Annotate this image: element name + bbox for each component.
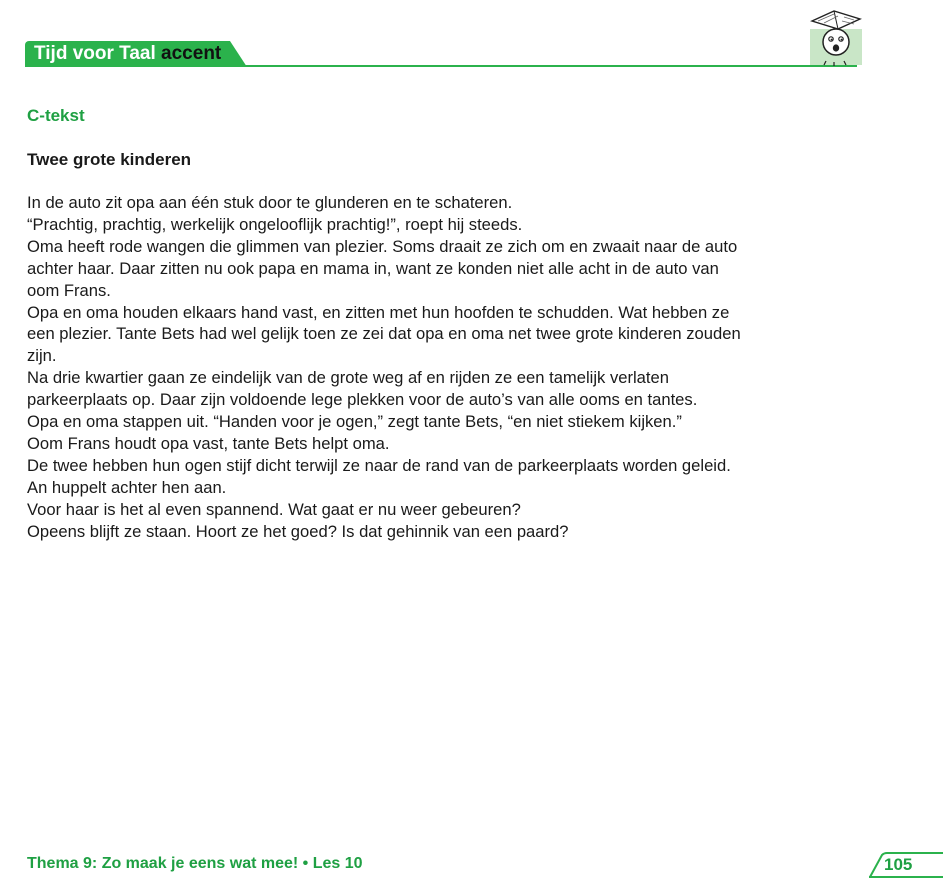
brand-main: Tijd voor Taal bbox=[34, 43, 156, 64]
footer-theme: Thema 9: Zo maak je eens wat mee! • Les 10 bbox=[27, 855, 363, 872]
story-title: Twee grote kinderen bbox=[27, 150, 192, 169]
story-body bbox=[27, 192, 867, 543]
story-line: Oma heeft rode wangen die glimmen van plezier. Soms draait ze zich om en zwaait naar de auto bbox=[27, 236, 738, 256]
story-line: Opeens blijft ze staan. Hoort ze het goed? Is dat gehinnik van een paard? bbox=[27, 521, 569, 541]
story-line: An huppelt achter hen aan. bbox=[27, 477, 227, 497]
story-line: Voor haar is het al even spannend. Wat gaat er nu weer gebeuren? bbox=[27, 499, 521, 519]
story-line: Opa en oma houden elkaars hand vast, en zitten met hun hoofden te schudden. Wat hebben ze bbox=[27, 302, 730, 322]
brand-title bbox=[34, 43, 221, 65]
brand-accent: accent bbox=[161, 43, 222, 64]
story-line: De twee hebben hun ogen stijf dicht terwijl ze naar de rand van de parkeerplaats worden geleid. bbox=[27, 455, 731, 475]
story-line: een plezier. Tante Bets had wel gelijk toen ze zei dat opa en oma net twee grote kinderen zouden bbox=[27, 324, 741, 344]
section-label: C-tekst bbox=[27, 106, 85, 125]
story-line: achter haar. Daar zitten nu ook papa en mama in, want ze konden niet alle acht in de auto van bbox=[27, 258, 719, 278]
story-line: “Prachtig, prachtig, werkelijk ongelooflijk prachtig!”, roept hij steeds. bbox=[27, 214, 523, 234]
story-line: oom Frans. bbox=[27, 280, 111, 300]
story-line: Na drie kwartier gaan ze eindelijk van de grote weg af en rijden ze een tamelijk verlaten bbox=[27, 368, 669, 388]
page-number: 105 bbox=[884, 855, 913, 874]
reading-child-icon bbox=[804, 7, 866, 67]
story-line: Opa en oma stappen uit. “Handen voor je ogen,” zegt tante Bets, “en niet stiekem kijken.” bbox=[27, 412, 682, 432]
story-line: parkeerplaats op. Daar zijn voldoende lege plekken voor de auto’s van alle ooms en tantes. bbox=[27, 390, 698, 410]
story-line: zijn. bbox=[27, 346, 57, 366]
story-line: Oom Frans houdt opa vast, tante Bets helpt oma. bbox=[27, 433, 390, 453]
header-rule bbox=[25, 65, 857, 67]
story-line: In de auto zit opa aan één stuk door te glunderen en te schateren. bbox=[27, 193, 513, 212]
